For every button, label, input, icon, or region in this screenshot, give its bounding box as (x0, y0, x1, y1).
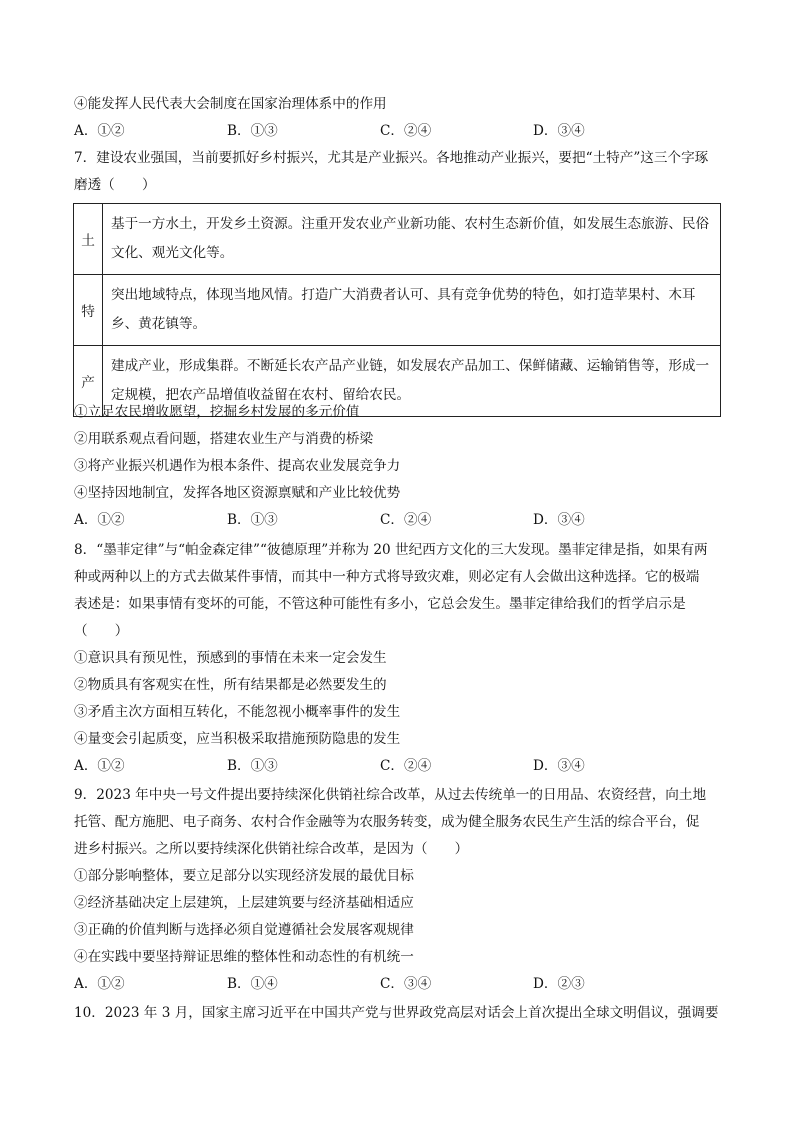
q9-stem-line-2: 托管、配方施肥、电子商务、农村合作金融等为农服务转变，成为健全服务农民生产生活的综合平台，促 (74, 814, 700, 830)
q7-stem-line-1: 7．建设农业强国，当前要抓好乡村振兴，尤其是产业振兴。各地推动产业振兴，要把“土特产”这三个字琢 (74, 150, 709, 166)
q8-item-2: ②物质具有客观实在性，所有结果都是必然要发生的 (74, 677, 387, 693)
q7-table (73, 203, 721, 417)
q10-stem-line-1: 10．2023 年 3 月，国家主席习近平在中国共产党与世界政党高层对话会上首次提出全球文明倡议，强调要 (74, 1005, 719, 1021)
q9-option-b[interactable]: B．①④ (227, 976, 278, 992)
q8-option-d[interactable]: D．③④ (533, 758, 585, 774)
table-key: 特 (74, 275, 103, 346)
q7-option-d[interactable]: D．③④ (533, 512, 585, 528)
q7-item-2: ②用联系观点看问题，搭建农业生产与消费的桥梁 (74, 431, 374, 447)
q9-item-3: ③正确的价值判断与选择必须自觉遵循社会发展客观规律 (74, 922, 414, 938)
q9-item-1: ①部分影响整体，要立足部分以实现经济发展的最优目标 (74, 868, 414, 884)
q9-item-4: ④在实践中要坚持辩证思维的整体性和动态性的有机统一 (74, 949, 414, 965)
q9-option-c[interactable]: C．③④ (380, 976, 432, 992)
table-key: 产 (74, 346, 103, 417)
q6-option-a[interactable]: A．①② (74, 123, 125, 139)
q7-option-b[interactable]: B．①③ (227, 512, 278, 528)
q9-item-2: ②经济基础决定上层建筑，上层建筑要与经济基础相适应 (74, 895, 414, 911)
q6-option-b[interactable]: B．①③ (227, 123, 278, 139)
q9-option-a[interactable]: A．①② (74, 976, 125, 992)
q7-item-4: ④坚持因地制宜，发挥各地区资源禀赋和产业比较优势 (74, 485, 401, 501)
table-row (74, 275, 721, 346)
q8-option-b[interactable]: B．①③ (227, 758, 278, 774)
q6-item-4: ④能发挥人民代表大会制度在国家治理体系中的作用 (74, 96, 387, 112)
q8-option-a[interactable]: A．①② (74, 758, 125, 774)
table-cell: 突出地域特点，体现当地风情。打造广大消费者认可、具有竞争优势的特色，如打造苹果村、木耳乡、黄花镇等。 (103, 275, 721, 346)
q7-stem-line-2: 磨透（ ） (74, 177, 156, 193)
q9-option-d[interactable]: D．②③ (533, 976, 585, 992)
q8-item-4: ④量变会引起质变，应当积极采取措施预防隐患的发生 (74, 731, 401, 747)
q6-option-d[interactable]: D．③④ (533, 123, 585, 139)
q8-stem-line-3: 表述是：如果事情有变坏的可能，不管这种可能性有多小，它总会发生。墨菲定律给我们的哲学启示是 (74, 596, 686, 612)
q6-option-c[interactable]: C．②④ (380, 123, 432, 139)
q8-option-c[interactable]: C．②④ (380, 758, 432, 774)
q8-stem-line-1: 8．“墨菲定律”与“帕金森定律”“彼德原理”并称为 20 世纪西方文化的三大发现。墨菲定律是指，如果有两 (74, 542, 708, 558)
table-cell: 基于一方水土，开发乡土资源。注重开发农业产业新功能、农村生态新价值，如发展生态旅游、民俗文化、观光文化等。 (103, 204, 721, 275)
q9-stem-line-1: 9．2023 年中央一号文件提出要持续深化供销社综合改革，从过去传统单一的日用品、农资经营，向土地 (74, 787, 707, 803)
q7-option-a[interactable]: A．①② (74, 512, 125, 528)
table-cell: 建成产业，形成集群。不断延长农产品产业链，如发展农产品加工、保鲜储藏、运输销售等，形成一定规模，把农产品增值收益留在农村、留给农民。 (103, 346, 721, 417)
q9-stem-line-3: 进乡村振兴。之所以要持续深化供销社综合改革，是因为（ ） (74, 841, 469, 857)
table-row (74, 204, 721, 275)
q8-stem-line-2: 种或两种以上的方式去做某件事情，而其中一种方式将导致灾难，则必定有人会做出这种选择。它的极端 (74, 569, 700, 585)
q7-option-c[interactable]: C．②④ (380, 512, 432, 528)
q7-item-3: ③将产业振兴机遇作为根本条件、提高农业发展竞争力 (74, 458, 401, 474)
q7-item-1: ①立足农民增收愿望，挖掘乡村发展的多元价值 (74, 404, 360, 420)
table-key: 土 (74, 204, 103, 275)
q8-item-1: ①意识具有预见性，预感到的事情在未来一定会发生 (74, 650, 387, 666)
q8-stem-line-4: （ ） (74, 623, 129, 639)
q8-item-3: ③矛盾主次方面相互转化，不能忽视小概率事件的发生 (74, 704, 401, 720)
